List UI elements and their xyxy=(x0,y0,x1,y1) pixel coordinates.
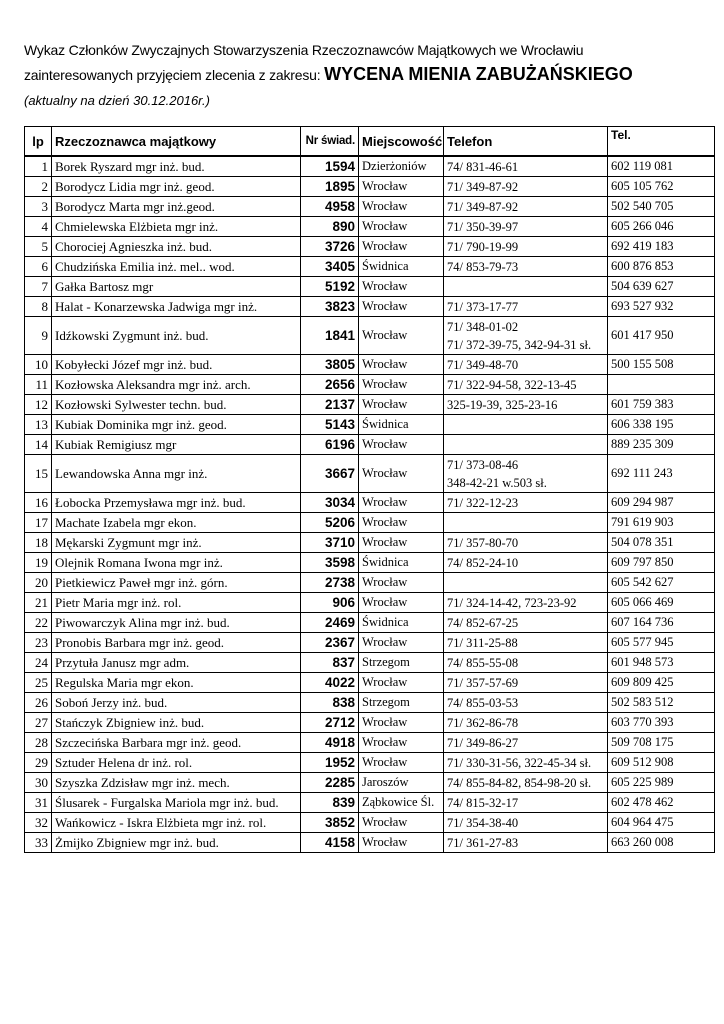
cell-mobile: 609 294 987 xyxy=(608,493,715,513)
cell-name: Kubiak Dominika mgr inż. geod. xyxy=(52,415,301,435)
cell-license-number: 4958 xyxy=(301,197,359,217)
table-row xyxy=(25,693,715,713)
cell-phone xyxy=(444,793,608,813)
cell-city: Wrocław xyxy=(359,833,444,853)
cell-lp: 29 xyxy=(25,753,52,773)
cell-lp: 18 xyxy=(25,533,52,553)
cell-mobile: 504 078 351 xyxy=(608,533,715,553)
cell-name: Kubiak Remigiusz mgr xyxy=(52,435,301,455)
table-row xyxy=(25,773,715,793)
phone-line: 71/ 357-57-69 xyxy=(447,675,519,690)
cell-name: Żmijko Zbigniew mgr inż. bud. xyxy=(52,833,301,853)
cell-lp: 11 xyxy=(25,375,52,395)
table-row xyxy=(25,573,715,593)
cell-phone xyxy=(444,533,608,553)
cell-city: Wrocław xyxy=(359,217,444,237)
cell-name: Sztuder Helena dr inż. rol. xyxy=(52,753,301,773)
table-row xyxy=(25,375,715,395)
cell-license-number: 3710 xyxy=(301,533,359,553)
table-row xyxy=(25,633,715,653)
cell-name: Kobyłecki Józef mgr inż. bud. xyxy=(52,355,301,375)
cell-lp: 31 xyxy=(25,793,52,813)
cell-name: Gałka Bartosz mgr xyxy=(52,277,301,297)
cell-mobile: 663 260 008 xyxy=(608,833,715,853)
phone-line: 71/ 330-31-56, 322-45-34 sł. xyxy=(447,755,592,770)
cell-name: Soboń Jerzy inż. bud. xyxy=(52,693,301,713)
cell-license-number: 3667 xyxy=(301,455,359,493)
cell-license-number: 3805 xyxy=(301,355,359,375)
cell-license-number: 3598 xyxy=(301,553,359,573)
cell-license-number: 2738 xyxy=(301,573,359,593)
cell-name: Kozłowski Sylwester techn. bud. xyxy=(52,395,301,415)
table-row xyxy=(25,237,715,257)
cell-mobile: 609 512 908 xyxy=(608,753,715,773)
cell-name: Borek Ryszard mgr inż. bud. xyxy=(52,156,301,177)
phone-line: 71/ 349-87-92 xyxy=(447,199,519,214)
cell-city: Wrocław xyxy=(359,673,444,693)
cell-city: Jaroszów xyxy=(359,773,444,793)
cell-mobile: 601 759 383 xyxy=(608,395,715,415)
phone-line: 71/ 349-86-27 xyxy=(447,735,519,750)
column-header-tel: Tel. xyxy=(608,127,715,157)
cell-name: Mękarski Zygmunt mgr inż. xyxy=(52,533,301,553)
cell-license-number: 6196 xyxy=(301,435,359,455)
cell-name: Pronobis Barbara mgr inż. geod. xyxy=(52,633,301,653)
header-title-bold: WYCENA MIENIA ZABUŻAŃSKIEGO xyxy=(324,64,633,84)
header-date-note: (aktualny na dzień 30.12.2016r.) xyxy=(24,93,210,108)
cell-city: Wrocław xyxy=(359,355,444,375)
cell-mobile: 889 235 309 xyxy=(608,435,715,455)
cell-name: Chorociej Agnieszka inż. bud. xyxy=(52,237,301,257)
cell-lp: 8 xyxy=(25,297,52,317)
cell-license-number: 3823 xyxy=(301,297,359,317)
cell-lp: 1 xyxy=(25,156,52,177)
cell-lp: 14 xyxy=(25,435,52,455)
cell-name: Stańczyk Zbigniew inż. bud. xyxy=(52,713,301,733)
cell-license-number: 4022 xyxy=(301,673,359,693)
cell-lp: 12 xyxy=(25,395,52,415)
table-row xyxy=(25,217,715,237)
cell-phone xyxy=(444,375,608,395)
cell-city: Wrocław xyxy=(359,713,444,733)
cell-license-number: 3034 xyxy=(301,493,359,513)
cell-name: Machate Izabela mgr ekon. xyxy=(52,513,301,533)
cell-lp: 32 xyxy=(25,813,52,833)
header-line-2 xyxy=(24,64,714,85)
cell-lp: 9 xyxy=(25,317,52,355)
cell-lp: 25 xyxy=(25,673,52,693)
cell-city: Wrocław xyxy=(359,573,444,593)
cell-license-number: 1895 xyxy=(301,177,359,197)
cell-name: Szyszka Zdzisław mgr inż. mech. xyxy=(52,773,301,793)
phone-line: 74/ 855-03-53 xyxy=(447,695,519,710)
table-row xyxy=(25,355,715,375)
cell-mobile: 605 225 989 xyxy=(608,773,715,793)
cell-phone xyxy=(444,633,608,653)
cell-name: Olejnik Romana Iwona mgr inż. xyxy=(52,553,301,573)
cell-lp: 15 xyxy=(25,455,52,493)
cell-phone xyxy=(444,513,608,533)
cell-lp: 5 xyxy=(25,237,52,257)
cell-license-number: 890 xyxy=(301,217,359,237)
cell-phone xyxy=(444,593,608,613)
cell-name: Pietr Maria mgr inż. rol. xyxy=(52,593,301,613)
table-row xyxy=(25,793,715,813)
cell-city: Wrocław xyxy=(359,513,444,533)
cell-license-number: 906 xyxy=(301,593,359,613)
table-row xyxy=(25,317,715,355)
cell-lp: 7 xyxy=(25,277,52,297)
cell-city: Wrocław xyxy=(359,177,444,197)
phone-line: 71/ 322-94-58, 322-13-45 xyxy=(447,377,577,392)
cell-license-number: 1594 xyxy=(301,156,359,177)
cell-lp: 20 xyxy=(25,573,52,593)
cell-name: Wańkowicz - Iskra Elżbieta mgr inż. rol. xyxy=(52,813,301,833)
cell-city: Wrocław xyxy=(359,455,444,493)
cell-mobile: 692 111 243 xyxy=(608,455,715,493)
cell-license-number: 5206 xyxy=(301,513,359,533)
cell-city: Wrocław xyxy=(359,317,444,355)
phone-line: 71/ 361-27-83 xyxy=(447,835,519,850)
table-row xyxy=(25,593,715,613)
header-line-1: Wykaz Członków Zwyczajnych Stowarzyszenia Rzeczoznawców Majątkowych we Wrocławiu xyxy=(24,42,584,58)
cell-phone xyxy=(444,673,608,693)
table-row xyxy=(25,156,715,177)
table-body xyxy=(25,156,715,853)
phone-line: 74/ 852-67-25 xyxy=(447,615,519,630)
cell-city: Wrocław xyxy=(359,297,444,317)
phone-line: 74/ 831-46-61 xyxy=(447,159,519,174)
cell-phone xyxy=(444,813,608,833)
cell-license-number: 1952 xyxy=(301,753,359,773)
cell-city: Wrocław xyxy=(359,753,444,773)
cell-city: Wrocław xyxy=(359,435,444,455)
cell-license-number: 2137 xyxy=(301,395,359,415)
cell-city: Wrocław xyxy=(359,813,444,833)
cell-lp: 10 xyxy=(25,355,52,375)
cell-city: Ząbkowice Śl. xyxy=(359,793,444,813)
cell-mobile: 602 119 081 xyxy=(608,156,715,177)
cell-phone xyxy=(444,395,608,415)
table-row xyxy=(25,673,715,693)
table-header-row xyxy=(25,127,715,157)
cell-name: Przytuła Janusz mgr adm. xyxy=(52,653,301,673)
table-row xyxy=(25,257,715,277)
phone-line: 71/ 373-17-77 xyxy=(447,299,519,314)
cell-city: Świdnica xyxy=(359,257,444,277)
cell-mobile: 607 164 736 xyxy=(608,613,715,633)
cell-city: Strzegom xyxy=(359,693,444,713)
table-row xyxy=(25,435,715,455)
phone-line: 71/ 322-12-23 xyxy=(447,495,519,510)
cell-mobile: 601 948 573 xyxy=(608,653,715,673)
cell-city: Wrocław xyxy=(359,395,444,415)
phone-line: 71/ 354-38-40 xyxy=(447,815,519,830)
phone-line: 71/ 349-87-92 xyxy=(447,179,519,194)
table-row xyxy=(25,493,715,513)
cell-lp: 30 xyxy=(25,773,52,793)
cell-name: Łobocka Przemysława mgr inż. bud. xyxy=(52,493,301,513)
table-row xyxy=(25,553,715,573)
cell-phone xyxy=(444,493,608,513)
table-row xyxy=(25,415,715,435)
phone-line: 71/ 350-39-97 xyxy=(447,219,519,234)
cell-lp: 3 xyxy=(25,197,52,217)
cell-phone xyxy=(444,573,608,593)
cell-phone xyxy=(444,833,608,853)
cell-name: Szczecińska Barbara mgr inż. geod. xyxy=(52,733,301,753)
column-header-lp: lp xyxy=(25,127,52,157)
cell-lp: 6 xyxy=(25,257,52,277)
cell-phone xyxy=(444,217,608,237)
cell-lp: 21 xyxy=(25,593,52,613)
cell-phone xyxy=(444,257,608,277)
table-row xyxy=(25,733,715,753)
cell-phone xyxy=(444,753,608,773)
cell-lp: 16 xyxy=(25,493,52,513)
cell-mobile: 605 266 046 xyxy=(608,217,715,237)
cell-license-number: 5143 xyxy=(301,415,359,435)
experts-table xyxy=(24,126,715,853)
phone-line: 71/ 357-80-70 xyxy=(447,535,519,550)
cell-phone xyxy=(444,237,608,257)
column-header-nr: Nr świad. xyxy=(301,127,359,157)
table-row xyxy=(25,513,715,533)
cell-lp: 23 xyxy=(25,633,52,653)
cell-lp: 33 xyxy=(25,833,52,853)
table-row xyxy=(25,713,715,733)
cell-mobile: 500 155 508 xyxy=(608,355,715,375)
cell-mobile: 605 577 945 xyxy=(608,633,715,653)
cell-mobile: 502 540 705 xyxy=(608,197,715,217)
phone-line: 74/ 815-32-17 xyxy=(447,795,519,810)
cell-lp: 17 xyxy=(25,513,52,533)
phone-line: 71/ 324-14-42, 723-23-92 xyxy=(447,595,577,610)
table-row xyxy=(25,277,715,297)
cell-mobile: 692 419 183 xyxy=(608,237,715,257)
cell-phone xyxy=(444,653,608,673)
table-row xyxy=(25,833,715,853)
phone-line: 348-42-21 w.503 sł. xyxy=(447,475,547,490)
phone-line: 74/ 853-79-73 xyxy=(447,259,519,274)
cell-phone xyxy=(444,693,608,713)
cell-city: Wrocław xyxy=(359,237,444,257)
cell-phone xyxy=(444,455,608,493)
cell-city: Dzierżoniów xyxy=(359,156,444,177)
cell-phone xyxy=(444,553,608,573)
cell-phone xyxy=(444,177,608,197)
cell-name: Idźkowski Zygmunt inż. bud. xyxy=(52,317,301,355)
cell-mobile: 604 964 475 xyxy=(608,813,715,833)
cell-name: Ślusarek - Furgalska Mariola mgr inż. bud. xyxy=(52,793,301,813)
cell-name: Lewandowska Anna mgr inż. xyxy=(52,455,301,493)
cell-city: Świdnica xyxy=(359,415,444,435)
phone-line: 71/ 349-48-70 xyxy=(447,357,519,372)
table-row xyxy=(25,197,715,217)
phone-line: 71/ 311-25-88 xyxy=(447,635,518,650)
phone-line: 74/ 855-84-82, 854-98-20 sł. xyxy=(447,775,592,790)
cell-city: Wrocław xyxy=(359,733,444,753)
cell-city: Wrocław xyxy=(359,277,444,297)
table-row xyxy=(25,613,715,633)
cell-license-number: 4158 xyxy=(301,833,359,853)
phone-line: 71/ 790-19-99 xyxy=(447,239,519,254)
cell-lp: 28 xyxy=(25,733,52,753)
cell-city: Wrocław xyxy=(359,197,444,217)
cell-mobile: 605 542 627 xyxy=(608,573,715,593)
cell-phone xyxy=(444,613,608,633)
cell-mobile xyxy=(608,375,715,395)
cell-license-number: 838 xyxy=(301,693,359,713)
table-row xyxy=(25,533,715,553)
phone-line: 71/ 372-39-75, 342-94-31 sł. xyxy=(447,337,592,352)
cell-city: Strzegom xyxy=(359,653,444,673)
cell-phone xyxy=(444,156,608,177)
cell-lp: 13 xyxy=(25,415,52,435)
cell-name: Regulska Maria mgr ekon. xyxy=(52,673,301,693)
cell-mobile: 605 105 762 xyxy=(608,177,715,197)
cell-city: Świdnica xyxy=(359,553,444,573)
cell-license-number: 2367 xyxy=(301,633,359,653)
phone-line: 74/ 852-24-10 xyxy=(447,555,519,570)
column-header-phone: Telefon xyxy=(444,127,608,157)
cell-lp: 24 xyxy=(25,653,52,673)
cell-license-number: 839 xyxy=(301,793,359,813)
cell-phone xyxy=(444,317,608,355)
cell-city: Wrocław xyxy=(359,633,444,653)
cell-mobile: 791 619 903 xyxy=(608,513,715,533)
cell-license-number: 2656 xyxy=(301,375,359,395)
cell-mobile: 603 770 393 xyxy=(608,713,715,733)
table-row xyxy=(25,813,715,833)
cell-mobile: 504 639 627 xyxy=(608,277,715,297)
cell-lp: 2 xyxy=(25,177,52,197)
cell-phone xyxy=(444,713,608,733)
cell-lp: 22 xyxy=(25,613,52,633)
cell-license-number: 3852 xyxy=(301,813,359,833)
cell-lp: 27 xyxy=(25,713,52,733)
cell-city: Wrocław xyxy=(359,493,444,513)
cell-phone xyxy=(444,773,608,793)
cell-mobile: 609 809 425 xyxy=(608,673,715,693)
table-row xyxy=(25,653,715,673)
cell-license-number: 1841 xyxy=(301,317,359,355)
cell-lp: 26 xyxy=(25,693,52,713)
cell-phone xyxy=(444,415,608,435)
cell-phone xyxy=(444,297,608,317)
cell-license-number: 837 xyxy=(301,653,359,673)
cell-phone xyxy=(444,197,608,217)
cell-license-number: 2285 xyxy=(301,773,359,793)
table-row xyxy=(25,297,715,317)
cell-mobile: 605 066 469 xyxy=(608,593,715,613)
table-row xyxy=(25,455,715,493)
phone-line: 71/ 348-01-02 xyxy=(447,319,519,334)
cell-mobile: 600 876 853 xyxy=(608,257,715,277)
header-line-2-prefix: zainteresowanych przyjęciem zlecenia z zakresu: xyxy=(24,67,325,83)
table-row xyxy=(25,753,715,773)
cell-license-number: 2469 xyxy=(301,613,359,633)
cell-name: Halat - Konarzewska Jadwiga mgr inż. xyxy=(52,297,301,317)
cell-license-number: 3405 xyxy=(301,257,359,277)
cell-mobile: 602 478 462 xyxy=(608,793,715,813)
cell-name: Borodycz Lidia mgr inż. geod. xyxy=(52,177,301,197)
phone-line: 325-19-39, 325-23-16 xyxy=(447,397,558,412)
cell-city: Wrocław xyxy=(359,375,444,395)
cell-name: Borodycz Marta mgr inż.geod. xyxy=(52,197,301,217)
column-header-city: Miejscowość xyxy=(359,127,444,157)
phone-line: 71/ 362-86-78 xyxy=(447,715,519,730)
cell-lp: 4 xyxy=(25,217,52,237)
phone-line: 71/ 373-08-46 xyxy=(447,457,519,472)
cell-name: Kozłowska Aleksandra mgr inż. arch. xyxy=(52,375,301,395)
cell-license-number: 3726 xyxy=(301,237,359,257)
table-row xyxy=(25,177,715,197)
table-row xyxy=(25,395,715,415)
cell-city: Świdnica xyxy=(359,613,444,633)
column-header-name: Rzeczoznawca majątkowy xyxy=(52,127,301,157)
cell-mobile: 502 583 512 xyxy=(608,693,715,713)
cell-mobile: 609 797 850 xyxy=(608,553,715,573)
cell-city: Wrocław xyxy=(359,533,444,553)
cell-mobile: 693 527 932 xyxy=(608,297,715,317)
cell-name: Chudzińska Emilia inż. mel.. wod. xyxy=(52,257,301,277)
cell-name: Piwowarczyk Alina mgr inż. bud. xyxy=(52,613,301,633)
cell-mobile: 601 417 950 xyxy=(608,317,715,355)
cell-mobile: 509 708 175 xyxy=(608,733,715,753)
phone-line: 74/ 855-55-08 xyxy=(447,655,519,670)
cell-license-number: 4918 xyxy=(301,733,359,753)
cell-phone xyxy=(444,277,608,297)
cell-phone xyxy=(444,355,608,375)
cell-phone xyxy=(444,733,608,753)
cell-license-number: 2712 xyxy=(301,713,359,733)
cell-name: Chmielewska Elżbieta mgr inż. xyxy=(52,217,301,237)
cell-license-number: 5192 xyxy=(301,277,359,297)
cell-name: Pietkiewicz Paweł mgr inż. górn. xyxy=(52,573,301,593)
cell-mobile: 606 338 195 xyxy=(608,415,715,435)
cell-phone xyxy=(444,435,608,455)
cell-city: Wrocław xyxy=(359,593,444,613)
cell-lp: 19 xyxy=(25,553,52,573)
